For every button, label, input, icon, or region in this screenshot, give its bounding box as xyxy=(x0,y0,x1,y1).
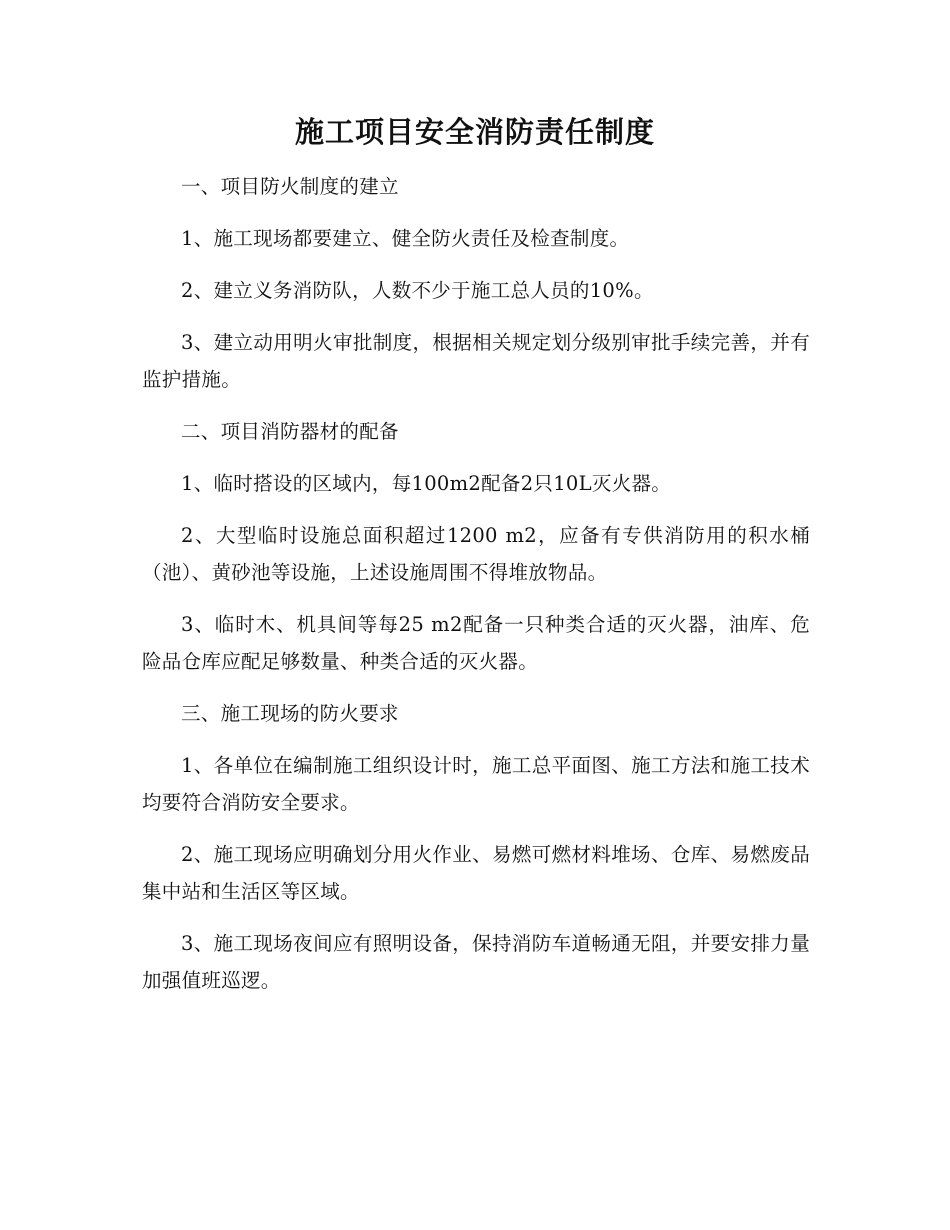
paragraph: 3、临时木、机具间等每25 m2配备一只种类合适的灭火器，油库、危险品仓库应配足够数量、种类合适的灭火器。 xyxy=(142,613,810,673)
section-heading-3: 三、施工现场的防火要求 xyxy=(181,702,399,725)
paragraph: 1、临时搭设的区域内，每100m2配备2只10L灭火器。 xyxy=(181,472,672,495)
paragraph: 2、施工现场应明确划分用火作业、易燃可燃材料堆场、仓库、易燃废品集中站和生活区等区域。 xyxy=(142,843,810,903)
document-body xyxy=(142,168,810,999)
paragraph: 3、建立动用明火审批制度，根据相关规定划分级别审批手续完善，并有监护措施。 xyxy=(142,331,810,391)
section-heading-2: 二、项目消防器材的配备 xyxy=(181,420,399,443)
paragraph: 2、建立义务消防队，人数不少于施工总人员的10%。 xyxy=(181,279,654,302)
paragraph: 2、大型临时设施总面积超过1200 m2，应备有专供消防用的积水桶（池）、黄砂池等设施，上述设施周围不得堆放物品。 xyxy=(142,524,810,584)
paragraph: 1、施工现场都要建立、健全防火责任及检查制度。 xyxy=(181,227,630,250)
section-heading-1: 一、项目防火制度的建立 xyxy=(181,175,399,198)
paragraph: 3、施工现场夜间应有照明设备，保持消防车道畅通无阻，并要安排力量加强值班巡逻。 xyxy=(142,932,810,992)
document-title: 施工项目安全消防责任制度 xyxy=(294,115,655,149)
paragraph: 1、各单位在编制施工组织设计时，施工总平面图、施工方法和施工技术均要符合消防安全要求。 xyxy=(142,754,810,814)
